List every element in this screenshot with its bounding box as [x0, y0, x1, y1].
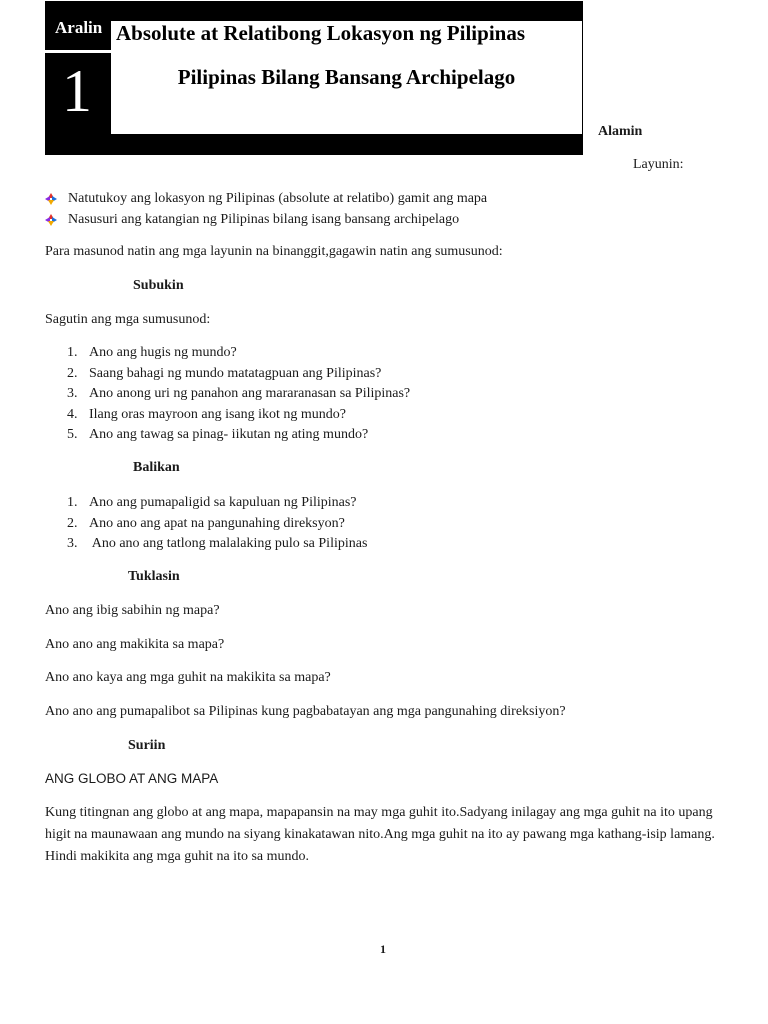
list-item: 3. Ano ano ang tatlong malalaking pulo sa Pilipinas	[67, 536, 368, 551]
list-item: 2. Ano ano ang apat na pangunahing direksyon?	[67, 515, 345, 531]
subukin-heading: Subukin	[133, 278, 184, 293]
list-item: 1. Ano ang pumapaligid sa kapuluan ng Pilipinas?	[67, 495, 357, 510]
list-item: 2. Saang bahagi ng mundo matatagpuan ang Pilipinas?	[67, 365, 382, 381]
suriin-heading: Suriin	[128, 738, 166, 753]
tuklasin-question: Ano ang ibig sabihin ng mapa?	[45, 603, 220, 618]
intro-text: Para masunod natin ang mga layunin na binanggit,gagawin natin ang sumusunod:	[45, 244, 503, 259]
subukin-instruction: Sagutin ang mga sumusunod:	[45, 312, 211, 327]
list-item: 3. Ano anong uri ng panahon ang mararanasan sa Pilipinas?	[67, 386, 411, 401]
objective-text: Nasusuri ang katangian ng Pilipinas bilang isang bansang archipelago	[68, 211, 460, 227]
alamin-heading: Alamin	[598, 124, 643, 139]
objectives-list	[45, 189, 487, 230]
objective-item	[45, 189, 487, 210]
layunin-label: Layunin:	[633, 157, 684, 172]
suriin-paragraph: Kung titingnan ang globo at ang mapa, mapapansin na may mga guhit ito.Sadyang inilagay ang mga guhit na ito upang higit na maunawaan ang mundo na siyang kinakatawan nito.Ang mga guhit na ito ay pawang mga kathang-isip lamang. Hindi makikita ang mga guhit na ito sa mundo.	[45, 805, 715, 864]
subukin-questions	[45, 343, 410, 446]
tuklasin-question: Ano ano kaya ang mga guhit na makikita sa mapa?	[45, 670, 331, 685]
objective-item	[45, 210, 487, 231]
tuklasin-question: Ano ano ang makikita sa mapa?	[45, 637, 225, 652]
lesson-number: 1	[62, 58, 92, 124]
list-item: 4. Ilang oras mayroon ang isang ikot ng mundo?	[67, 406, 347, 422]
aralin-label: Aralin	[55, 18, 103, 37]
objective-text: Natutukoy ang lokasyon ng Pilipinas (absolute at relatibo) gamit ang mapa	[68, 191, 488, 206]
tuklasin-heading: Tuklasin	[128, 569, 180, 584]
colored-arrow-bullet-icon	[45, 193, 57, 205]
page-title: Absolute at Relatibong Lokasyon ng Pilipinas	[116, 21, 526, 45]
list-item: 5. Ano ang tawag sa pinag- iikutan ng ating mundo?	[67, 427, 369, 442]
page-subtitle: Pilipinas Bilang Bansang Archipelago	[177, 65, 516, 89]
list-item: 1. Ano ang hugis ng mundo?	[67, 345, 237, 360]
colored-arrow-bullet-icon	[45, 214, 57, 226]
balikan-heading: Balikan	[133, 460, 180, 475]
page-number: 1	[380, 942, 386, 956]
header-divider	[45, 50, 111, 53]
balikan-questions	[45, 493, 367, 555]
tuklasin-question: Ano ano ang pumapalibot sa Pilipinas kung pagbabatayan ang mga pangunahing direksiyon?	[45, 704, 566, 719]
suriin-subheading: ANG GLOBO AT ANG MAPA	[45, 771, 219, 786]
